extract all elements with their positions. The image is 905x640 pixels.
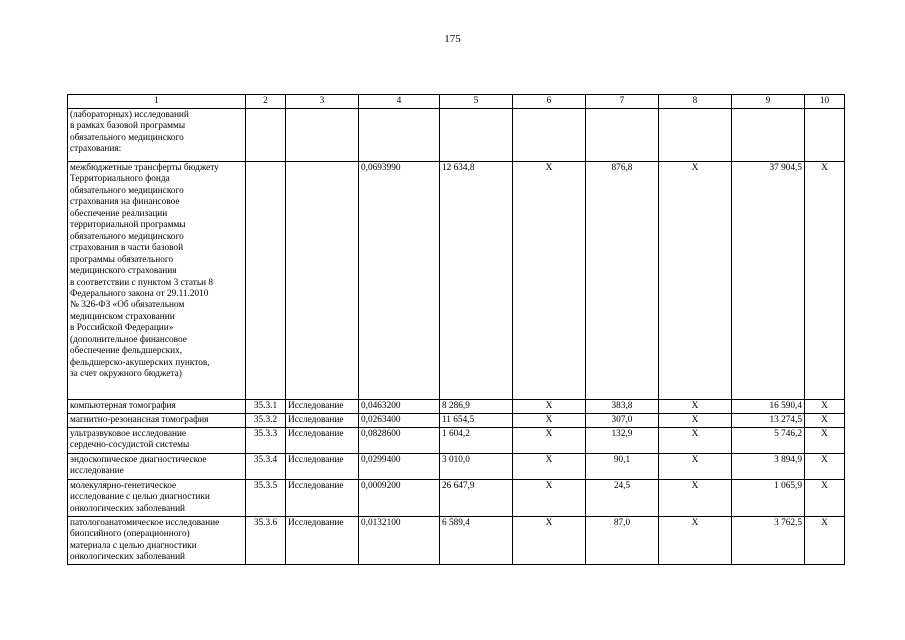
- table-row: [68, 109, 845, 162]
- cell-col8: X: [659, 428, 732, 454]
- cell-cost: 8 286,9: [440, 400, 513, 414]
- cell-col8: X: [659, 400, 732, 414]
- cell-col7: 90,1: [586, 454, 659, 480]
- cell-code: 35.3.5: [246, 480, 286, 517]
- cell-col6: X: [513, 454, 586, 480]
- cell-col10: X: [805, 480, 845, 517]
- cell-col6: X: [513, 517, 586, 565]
- cell-col10: X: [805, 414, 845, 428]
- cell-unit: Исследование: [286, 454, 359, 480]
- cell-cost: 1 604,2: [440, 428, 513, 454]
- cell-code: 35.3.3: [246, 428, 286, 454]
- cell-norm: 0,0299400: [359, 454, 440, 480]
- data-table: [67, 94, 845, 565]
- cell-col9: 13 274,5: [732, 414, 805, 428]
- cell-unit: Исследование: [286, 480, 359, 517]
- cell-col9: 1 065,9: [732, 480, 805, 517]
- cell-cost: 11 654,5: [440, 414, 513, 428]
- cell-name: молекулярно-генетическое исследование с целью диагностики онкологических заболеваний: [68, 480, 246, 517]
- cell-col9: [732, 109, 805, 162]
- cell-code: [246, 162, 286, 400]
- cell-col9: 37 904,5: [732, 162, 805, 400]
- cell-col6: X: [513, 400, 586, 414]
- cell-cost: 12 634,8: [440, 162, 513, 400]
- cell-col7: [586, 109, 659, 162]
- table-header-row: [68, 95, 845, 109]
- cell-col10: [805, 109, 845, 162]
- cell-cost: [440, 109, 513, 162]
- cell-unit: [286, 162, 359, 400]
- cell-name: компьютерная томография: [68, 400, 246, 414]
- cell-col8: [659, 109, 732, 162]
- cell-name: патологоанатомическое исследование биопсийного (операционного) материала с целью диагностики онкологических заболеваний: [68, 517, 246, 565]
- cell-name: магнитно-резонансная томография: [68, 414, 246, 428]
- column-header: 6: [513, 95, 586, 109]
- cell-norm: [359, 109, 440, 162]
- cell-col9: 16 590,4: [732, 400, 805, 414]
- column-header: 3: [286, 95, 359, 109]
- page-number: 175: [444, 33, 461, 45]
- table-row: [68, 454, 845, 480]
- cell-norm: 0,0132100: [359, 517, 440, 565]
- cell-col7: 307,0: [586, 414, 659, 428]
- cell-code: 35.3.1: [246, 400, 286, 414]
- cell-col6: X: [513, 162, 586, 400]
- column-header: 9: [732, 95, 805, 109]
- table-row: [68, 517, 845, 565]
- column-header: 8: [659, 95, 732, 109]
- cell-col8: X: [659, 162, 732, 400]
- cell-col6: X: [513, 428, 586, 454]
- cell-norm: 0,0463200: [359, 400, 440, 414]
- cell-col6: X: [513, 414, 586, 428]
- column-header: 2: [246, 95, 286, 109]
- cell-norm: 0,0693990: [359, 162, 440, 400]
- table-row: [68, 400, 845, 414]
- cell-name: эндоскопическое диагностическое исследование: [68, 454, 246, 480]
- cell-col9: 3 894,9: [732, 454, 805, 480]
- cell-col7: 383,8: [586, 400, 659, 414]
- cell-name: (лабораторных) исследований в рамках базовой программы обязательного медицинского страхования:: [68, 109, 246, 162]
- cell-unit: [286, 109, 359, 162]
- cell-unit: Исследование: [286, 400, 359, 414]
- cell-col7: 87,0: [586, 517, 659, 565]
- cell-col7: 24,5: [586, 480, 659, 517]
- cell-code: 35.3.6: [246, 517, 286, 565]
- cell-cost: 6 589,4: [440, 517, 513, 565]
- cell-unit: Исследование: [286, 517, 359, 565]
- cell-cost: 3 010,0: [440, 454, 513, 480]
- cell-col10: X: [805, 517, 845, 565]
- cell-col10: X: [805, 162, 845, 400]
- cell-col8: X: [659, 454, 732, 480]
- cell-unit: Исследование: [286, 414, 359, 428]
- column-header: 7: [586, 95, 659, 109]
- cell-code: [246, 109, 286, 162]
- cell-norm: 0,0009200: [359, 480, 440, 517]
- cell-col7: 132,9: [586, 428, 659, 454]
- cell-unit: Исследование: [286, 428, 359, 454]
- cell-col6: [513, 109, 586, 162]
- cell-col9: 3 762,5: [732, 517, 805, 565]
- table-row: [68, 428, 845, 454]
- table-row: [68, 162, 845, 400]
- cell-norm: 0,0828600: [359, 428, 440, 454]
- column-header: 4: [359, 95, 440, 109]
- cell-col10: X: [805, 428, 845, 454]
- cell-col10: X: [805, 400, 845, 414]
- cell-col8: X: [659, 517, 732, 565]
- cell-norm: 0,0263400: [359, 414, 440, 428]
- cell-col9: 5 746,2: [732, 428, 805, 454]
- column-header: 5: [440, 95, 513, 109]
- column-header: 1: [68, 95, 246, 109]
- cell-name: ультразвуковое исследование сердечно-сосудистой системы: [68, 428, 246, 454]
- column-header: 10: [805, 95, 845, 109]
- table-row: [68, 480, 845, 517]
- table-row: [68, 414, 845, 428]
- cell-col8: X: [659, 414, 732, 428]
- cell-col7: 876,8: [586, 162, 659, 400]
- cell-name: межбюджетные трансферты бюджету Территориального фонда обязательного медицинского страхования на финансовое обеспечение реализации территориальной программы обязательного медицинского страхования в части базовой программы обязательного медицинского страхования в соответствии с пунктом 3 статьи 8 Федерального закона от 29.11.2010 № 326-ФЗ «Об обязательном медицинском страховании в Российской Федерации» (дополнительное финансовое обеспечение фельдшерских, фельдшерско-акушерских пунктов, за счет окружного бюджета): [68, 162, 246, 400]
- cell-cost: 26 647,9: [440, 480, 513, 517]
- cell-col6: X: [513, 480, 586, 517]
- cell-code: 35.3.2: [246, 414, 286, 428]
- cell-col8: X: [659, 480, 732, 517]
- cell-col10: X: [805, 454, 845, 480]
- cell-code: 35.3.4: [246, 454, 286, 480]
